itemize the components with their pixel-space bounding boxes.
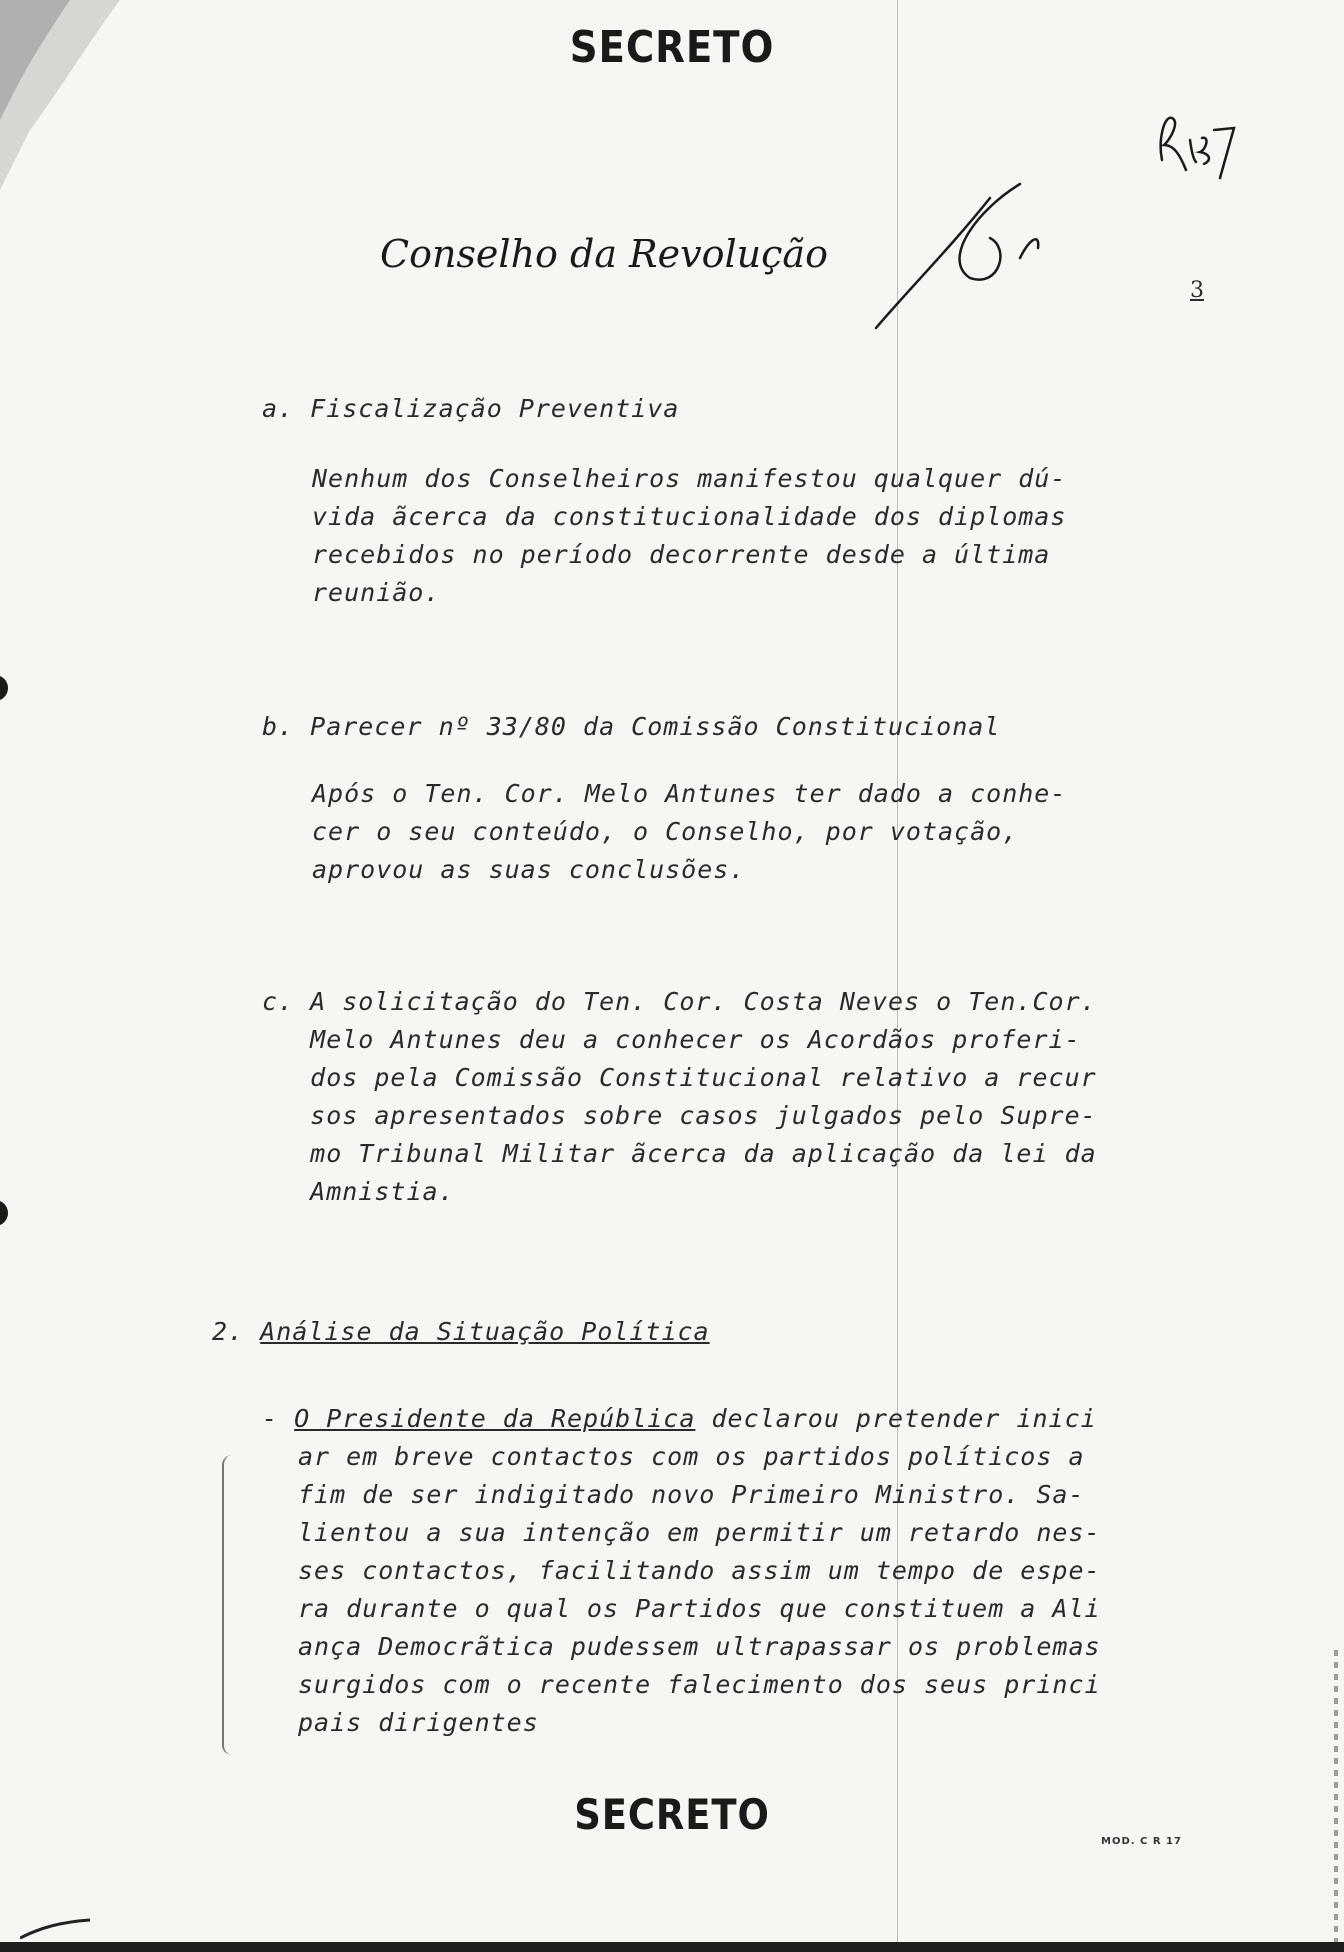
- item-a-heading: a. Fiscalização Preventiva: [262, 394, 680, 423]
- page-number: 3: [1190, 278, 1204, 303]
- section-2-title: Análise da Situação Política: [260, 1317, 710, 1346]
- handwritten-initials: [1150, 100, 1240, 190]
- classification-stamp-top: SECRETO: [569, 22, 775, 73]
- signature: [870, 178, 1060, 338]
- punch-hole: [0, 675, 8, 701]
- form-code: MOD. C R 17: [1101, 1836, 1182, 1847]
- item-a-text: Nenhum dos Conselheiros manifestou qualquer dú- vida ãcerca da constitucionalidade dos diplomas recebidos no período decorrente desde a última reunião.: [312, 464, 1067, 607]
- margin-bracket: [222, 1455, 234, 1755]
- section-2-subject: O Presidente da República: [294, 1404, 696, 1433]
- section-2-first-line-text: declarou pretender inici: [695, 1404, 1097, 1433]
- section-2-number: 2.: [212, 1317, 245, 1346]
- section-2-heading: [212, 1313, 710, 1351]
- item-b-heading: b. Parecer nº 33/80 da Comissão Constitucional: [262, 712, 1001, 741]
- section-2-text: ar em breve contactos com os partidos políticos a fim de ser indigitado novo Primeiro Ministro. Sa- lientou a sua intenção em permitir um retardo nes- ses contactos, facilitando assim um tempo de espe- ra durante o qual os Partidos que constituem a Ali ança Democrãtica pudessem ultrapassar os problemas surgidos com o recente falecimento dos seus princi pais dirigentes: [298, 1442, 1101, 1737]
- section-2-first-line: [262, 1400, 1097, 1438]
- bullet: -: [262, 1404, 279, 1433]
- scan-bottom-edge: [0, 1942, 1344, 1952]
- scan-mark: [20, 1900, 100, 1940]
- item-c-text: c. A solicitação do Ten. Cor. Costa Neves o Ten.Cor. Melo Antunes deu a conhecer os Acordãos proferi- dos pela Comissão Constitucional relativo a recur sos apresentados sobre casos julgados pelo Supre- mo Tribunal Militar ãcerca da aplicação da lei da Amnistia.: [262, 987, 1097, 1206]
- classification-stamp-bottom: SECRETO: [574, 1790, 770, 1839]
- punch-hole: [0, 1200, 8, 1226]
- item-b-text: Após o Ten. Cor. Melo Antunes ter dado a conhe- cer o seu conteúdo, o Conselho, por votação, aprovou as suas conclusões.: [312, 779, 1067, 884]
- letterhead: Conselho da Revolução: [380, 232, 828, 276]
- scan-edge: [1334, 1650, 1338, 1950]
